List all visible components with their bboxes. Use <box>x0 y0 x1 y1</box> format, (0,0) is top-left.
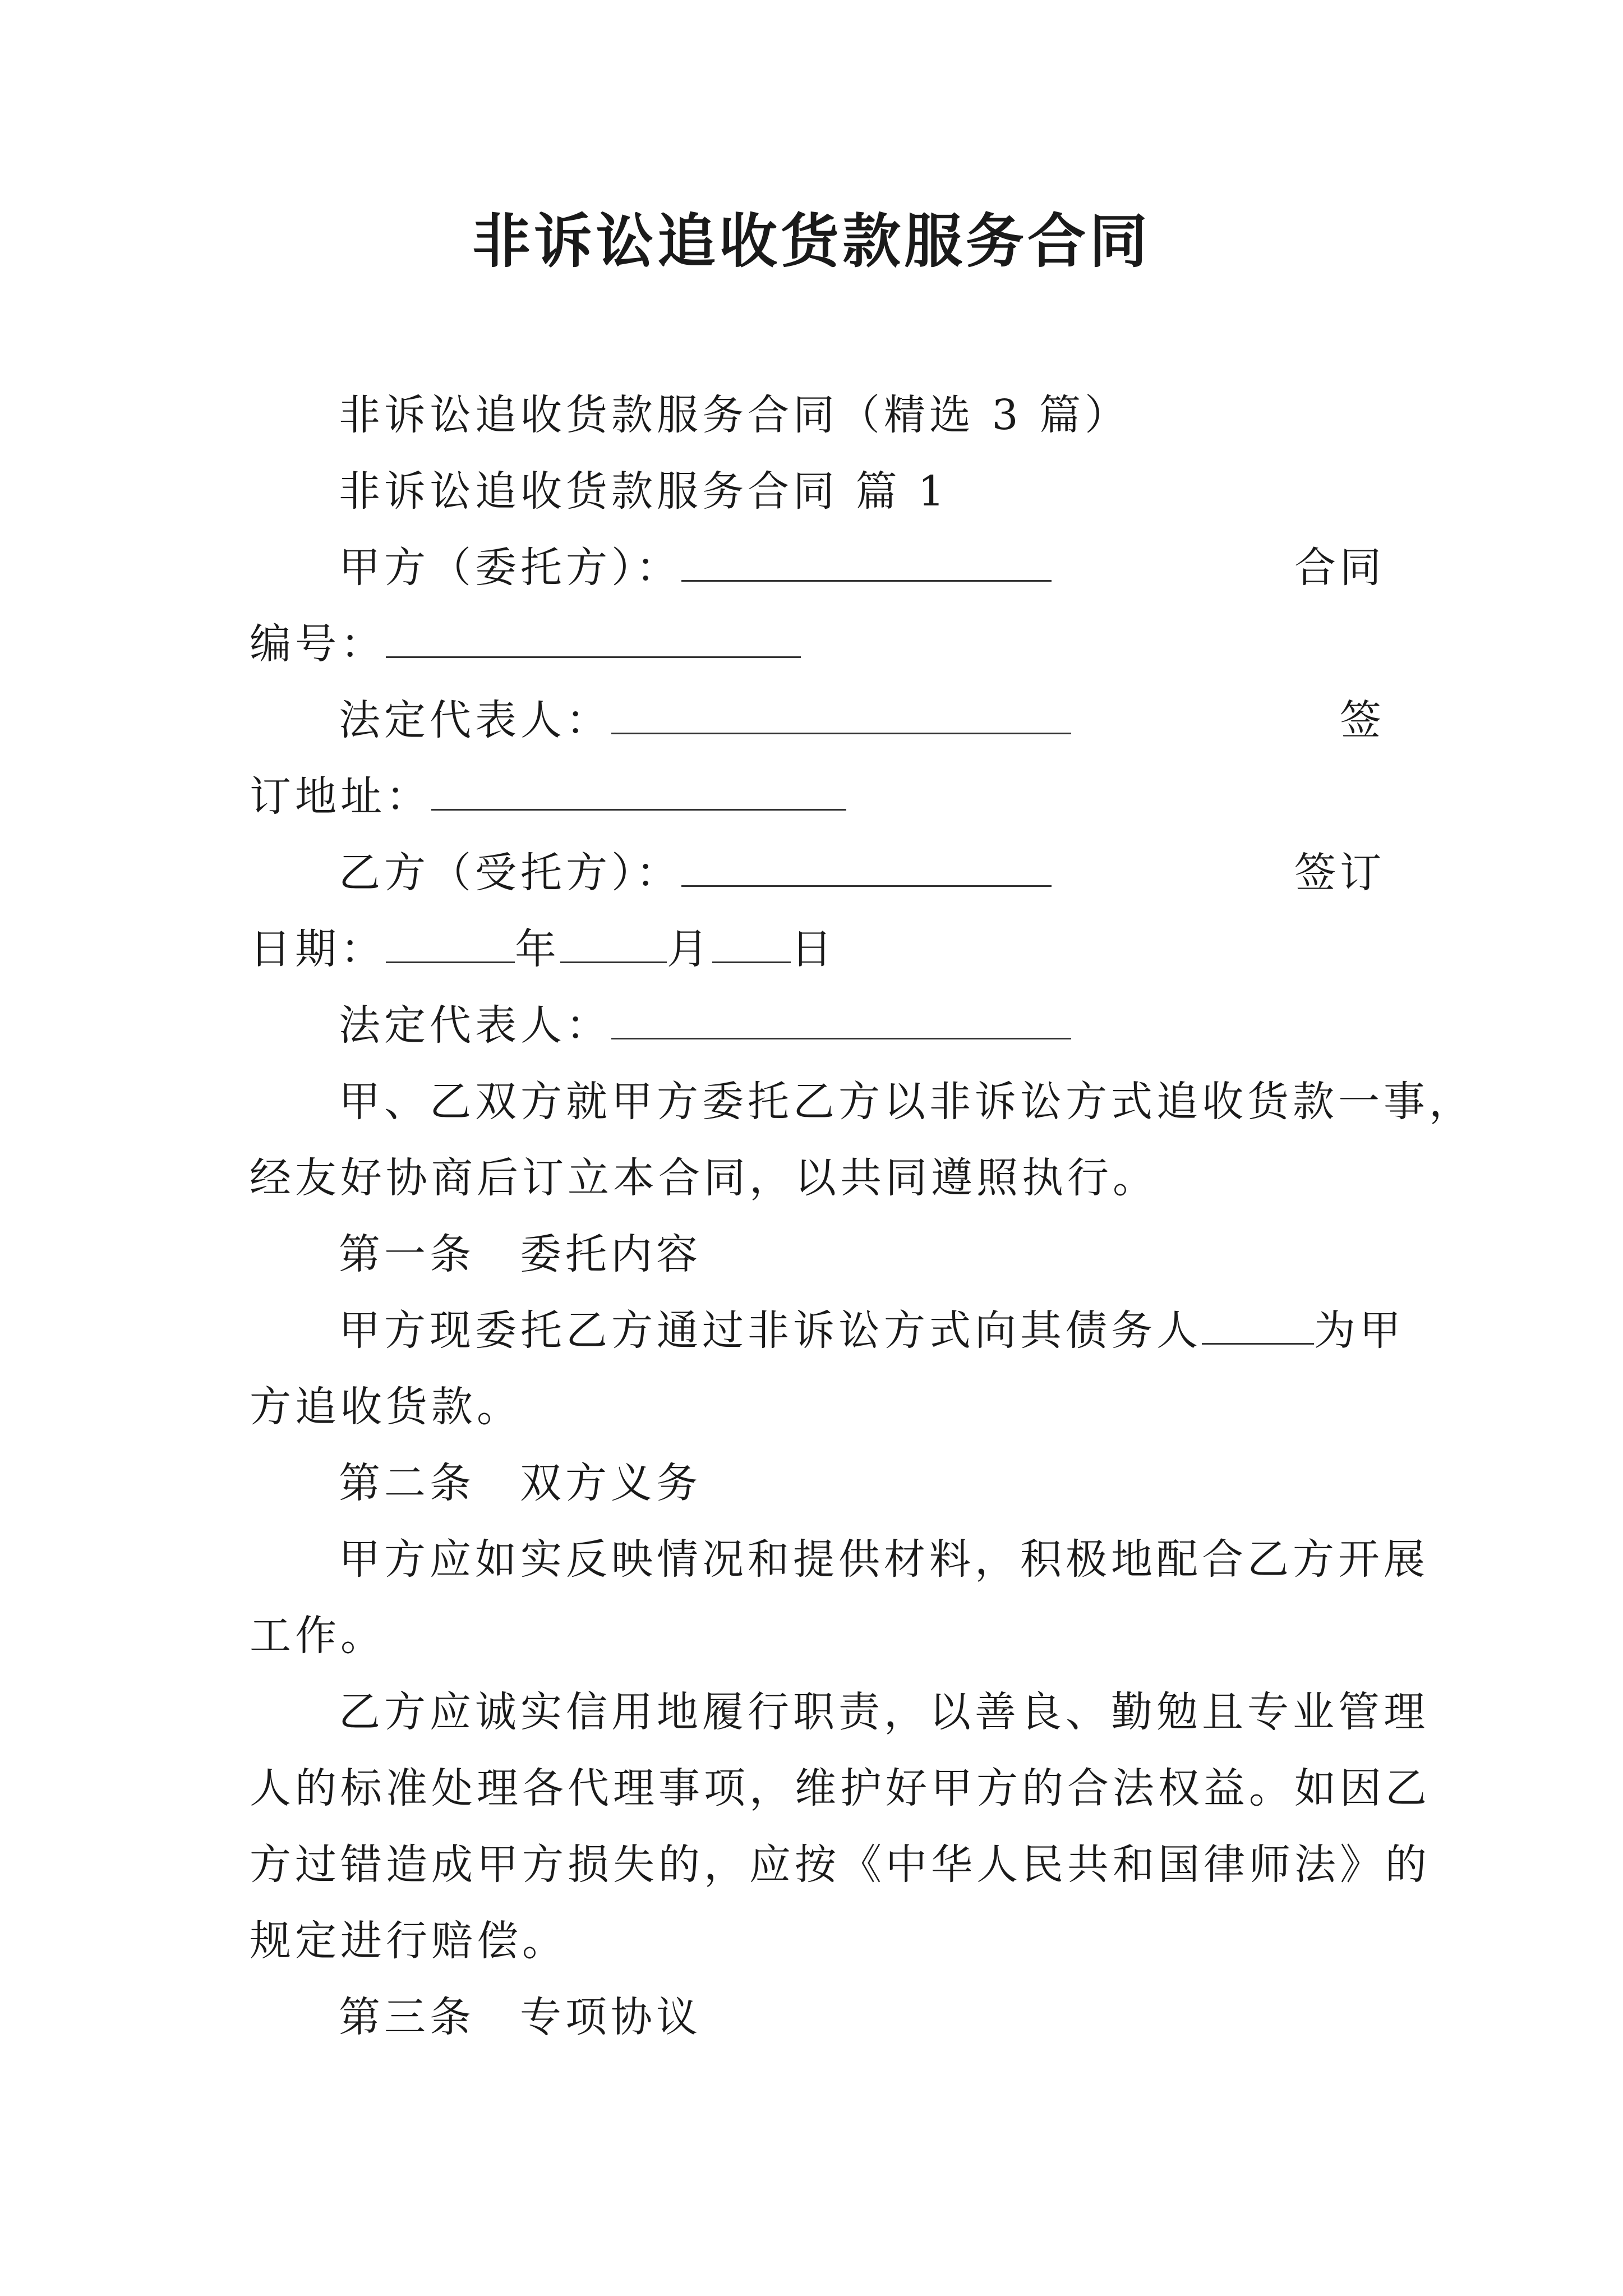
article-1-heading <box>339 1226 702 1282</box>
party-b-blank <box>681 846 1052 887</box>
article-2-heading <box>339 1455 702 1511</box>
subtitle: 非诉讼追收货款服务合同（精选 3 篇） <box>339 391 1131 439</box>
legal-rep-b-label: 法定代表人： <box>339 1001 611 1050</box>
article-2-p2-line-3: 方过错造成甲方损失的，应按《中华人民共和国律师法》的 <box>250 1841 1431 1889</box>
article-3-heading <box>339 1989 702 2045</box>
year-label: 年 <box>515 925 560 973</box>
intro-line-1: 甲、乙双方就甲方委托乙方以非诉讼方式追收货款一事， <box>339 1078 1474 1126</box>
month-blank <box>560 922 667 963</box>
article-2-p2-line-4: 规定进行赔偿。 <box>250 1917 568 1965</box>
article-1-line-2: 方追收货款。 <box>250 1383 522 1431</box>
sign-address-blank <box>431 770 846 811</box>
legal-rep-b-row <box>339 997 1071 1053</box>
article-2-p2-line-1: 乙方应诚实信用地履行职责，以善良、勤勉且专业管理 <box>339 1688 1429 1736</box>
party-b-row <box>339 845 1052 901</box>
day-label: 日 <box>791 925 836 973</box>
sign-address-part2: 订地址： <box>250 772 431 821</box>
debtor-blank <box>1202 1304 1314 1345</box>
party-a-blank <box>681 541 1052 582</box>
month-label: 月 <box>667 925 712 973</box>
article-2-p2-line-2: 人的标准处理各代理事项，维护好甲方的合法权益。如因乙 <box>250 1764 1431 1812</box>
article-3-number: 第三条 <box>339 1993 475 2041</box>
day-blank <box>712 922 791 963</box>
article-2-title: 双方义务 <box>520 1459 702 1507</box>
contract-no-blank <box>386 617 801 658</box>
document-title: 非诉讼追收货款服务合同 <box>472 207 1151 275</box>
sign-address-part1: 签 <box>1340 696 1385 744</box>
party-a-label: 甲方（委托方）： <box>339 544 681 592</box>
sign-date-part1: 签订 <box>1294 849 1385 897</box>
section-heading: 非诉讼追收货款服务合同 篇 1 <box>339 467 949 516</box>
intro-line-2: 经友好协商后订立本合同，以共同遵照执行。 <box>250 1154 1158 1202</box>
party-a-row <box>339 540 1052 596</box>
sign-date-row <box>250 921 836 977</box>
article-1-text-a: 甲方现委托乙方通过非诉讼方式向其债务人 <box>339 1306 1202 1355</box>
article-2-p1-line-2: 工作。 <box>250 1612 386 1660</box>
article-2-number: 第二条 <box>339 1459 475 1507</box>
sign-address-row <box>250 769 846 825</box>
legal-rep-a-blank <box>611 693 1071 734</box>
contract-no-label-part2: 编号： <box>250 620 386 668</box>
contract-no-label-part1: 合同 <box>1294 544 1385 592</box>
article-2-p1-line-1: 甲方应如实反映情况和提供材料，积极地配合乙方开展 <box>339 1535 1429 1584</box>
article-1-title: 委托内容 <box>520 1230 702 1278</box>
year-blank <box>386 922 515 963</box>
article-1-text-b: 为甲 <box>1314 1306 1405 1355</box>
article-1-number: 第一条 <box>339 1230 475 1278</box>
legal-rep-a-label: 法定代表人： <box>339 696 611 744</box>
article-1-line-1 <box>339 1303 1405 1359</box>
legal-rep-b-blank <box>611 999 1071 1039</box>
contract-no-row <box>250 616 801 672</box>
article-3-title: 专项协议 <box>520 1993 702 2041</box>
sign-date-part2: 日期： <box>250 925 386 973</box>
party-b-label: 乙方（受托方）： <box>339 849 681 897</box>
legal-rep-a-row <box>339 692 1071 748</box>
